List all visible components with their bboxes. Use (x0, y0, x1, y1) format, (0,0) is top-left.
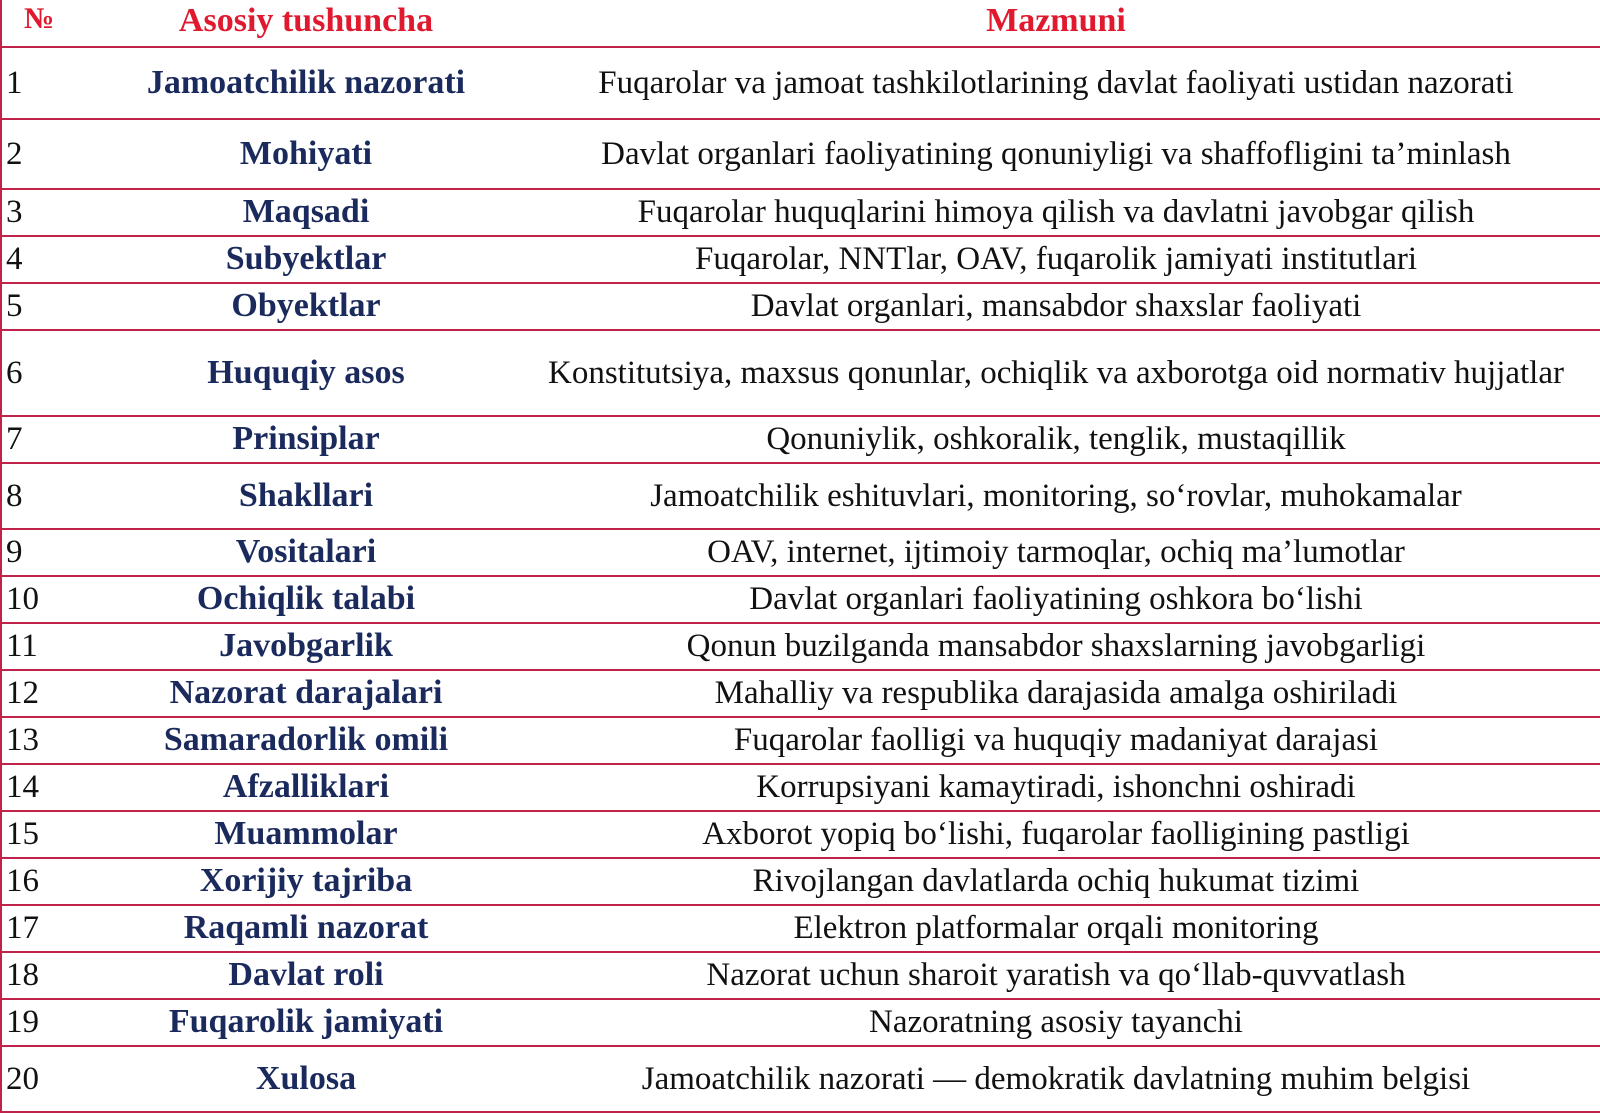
row-number: 6 (1, 330, 101, 416)
table-row (1, 463, 1600, 529)
row-description: Fuqarolar va jamoat tashkilotlarining davlat faoliyati ustidan nazorati (511, 47, 1600, 119)
row-number: 9 (1, 529, 101, 576)
header-term: Asosiy tushuncha (101, 0, 511, 47)
table-row (1, 576, 1600, 623)
row-description: Rivojlangan davlatlarda ochiq hukumat tizimi (511, 858, 1600, 905)
row-term: Ochiqlik talabi (101, 576, 511, 623)
row-term: Shakllari (101, 463, 511, 529)
row-description: Nazorat uchun sharoit yaratish va qo‘llab-quvvatlash (511, 952, 1600, 999)
table-row (1, 717, 1600, 764)
row-description: Qonun buzilganda mansabdor shaxslarning javobgarligi (511, 623, 1600, 670)
row-term: Davlat roli (101, 952, 511, 999)
row-description: Nazoratning asosiy tayanchi (511, 999, 1600, 1046)
table-row (1, 283, 1600, 330)
table-row (1, 670, 1600, 717)
row-number: 3 (1, 189, 101, 236)
row-description: Davlat organlari faoliyatining qonuniyligi va shaffofligini ta’minlash (511, 119, 1600, 189)
table-row (1, 623, 1600, 670)
table-row (1, 416, 1600, 463)
table-row (1, 47, 1600, 119)
row-description: Jamoatchilik eshituvlari, monitoring, so‘rovlar, muhokamalar (511, 463, 1600, 529)
row-description: Fuqarolar huquqlarini himoya qilish va davlatni javobgar qilish (511, 189, 1600, 236)
row-description: OAV, internet, ijtimoiy tarmoqlar, ochiq ma’lumotlar (511, 529, 1600, 576)
header-number: № (1, 0, 101, 47)
row-description: Fuqarolar, NNTlar, OAV, fuqarolik jamiyati institutlari (511, 236, 1600, 283)
row-term: Prinsiplar (101, 416, 511, 463)
row-term: Vositalari (101, 529, 511, 576)
row-description: Qonuniylik, oshkoralik, tenglik, mustaqillik (511, 416, 1600, 463)
row-description: Axborot yopiq bo‘lishi, fuqarolar faolligining pastligi (511, 811, 1600, 858)
row-description: Mahalliy va respublika darajasida amalga oshiriladi (511, 670, 1600, 717)
row-number: 11 (1, 623, 101, 670)
row-number: 8 (1, 463, 101, 529)
table-row (1, 858, 1600, 905)
row-term: Subyektlar (101, 236, 511, 283)
row-term: Jamoatchilik nazorati (101, 47, 511, 119)
table-row (1, 236, 1600, 283)
row-number: 12 (1, 670, 101, 717)
row-term: Xulosa (101, 1046, 511, 1112)
table-row (1, 1046, 1600, 1112)
row-term: Maqsadi (101, 189, 511, 236)
row-number: 2 (1, 119, 101, 189)
row-term: Javobgarlik (101, 623, 511, 670)
row-description: Korrupsiyani kamaytiradi, ishonchni oshiradi (511, 764, 1600, 811)
row-number: 18 (1, 952, 101, 999)
row-number: 7 (1, 416, 101, 463)
row-description: Elektron platformalar orqali monitoring (511, 905, 1600, 952)
row-description: Davlat organlari, mansabdor shaxslar faoliyati (511, 283, 1600, 330)
row-term: Mohiyati (101, 119, 511, 189)
table-row (1, 330, 1600, 416)
row-number: 13 (1, 717, 101, 764)
table-row (1, 905, 1600, 952)
table-row (1, 764, 1600, 811)
table-row (1, 811, 1600, 858)
row-number: 20 (1, 1046, 101, 1112)
row-number: 10 (1, 576, 101, 623)
row-term: Afzalliklari (101, 764, 511, 811)
table-row (1, 189, 1600, 236)
row-description: Fuqarolar faolligi va huquqiy madaniyat darajasi (511, 717, 1600, 764)
row-term: Obyektlar (101, 283, 511, 330)
header-description: Mazmuni (511, 0, 1600, 47)
row-term: Muammolar (101, 811, 511, 858)
row-number: 17 (1, 905, 101, 952)
row-number: 1 (1, 47, 101, 119)
row-number: 4 (1, 236, 101, 283)
table-row (1, 119, 1600, 189)
table-row (1, 952, 1600, 999)
row-term: Huquqiy asos (101, 330, 511, 416)
row-term: Xorijiy tajriba (101, 858, 511, 905)
row-description: Konstitutsiya, maxsus qonunlar, ochiqlik va axborotga oid normativ hujjatlar (511, 330, 1600, 416)
row-term: Raqamli nazorat (101, 905, 511, 952)
row-number: 16 (1, 858, 101, 905)
row-term: Nazorat darajalari (101, 670, 511, 717)
row-number: 15 (1, 811, 101, 858)
row-description: Jamoatchilik nazorati — demokratik davlatning muhim belgisi (511, 1046, 1600, 1112)
row-term: Fuqarolik jamiyati (101, 999, 511, 1046)
row-number: 14 (1, 764, 101, 811)
row-term: Samaradorlik omili (101, 717, 511, 764)
row-description: Davlat organlari faoliyatining oshkora bo‘lishi (511, 576, 1600, 623)
row-number: 5 (1, 283, 101, 330)
row-number: 19 (1, 999, 101, 1046)
table-row (1, 529, 1600, 576)
table-row (1, 999, 1600, 1046)
table-header-row (1, 0, 1600, 47)
